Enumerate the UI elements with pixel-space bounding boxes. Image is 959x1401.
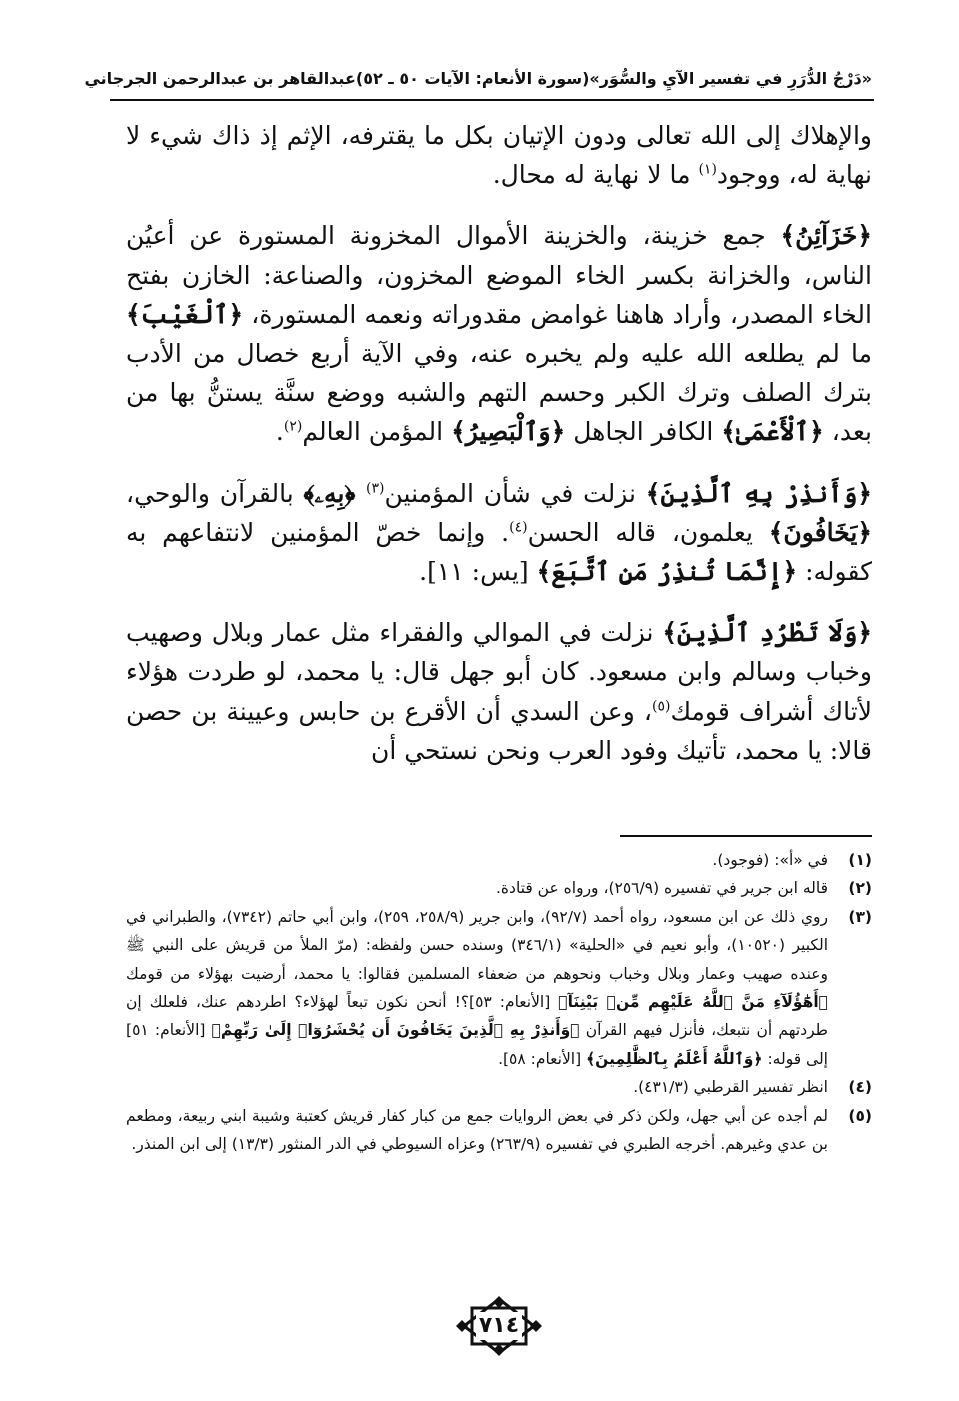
paragraph-3 (126, 474, 872, 592)
footnote-5 (126, 1102, 872, 1159)
text-run: [الأنعام: ٥٣]؟! أنحن نكون تبعاً لهؤلاء؟ اطردهم عنك، فلعلك إن طردتهم أن نتبعك، فأنزل فيهم القرآن (126, 993, 828, 1040)
footnote-text: قاله ابن جرير في تفسيره (٢٥٦/٩)، ورواه عن قتادة. (496, 879, 828, 898)
text-run: ، وعن السدي أن الأقرع بن حابس وعيينة بن حصن قالا: يا محمد، تأتيك وفود العرب ونحن نستحي أن (126, 696, 872, 765)
quran-quote: ﴿ٱلْغَيْبَ﴾ (126, 299, 244, 329)
header-section: (سورة الأنعام: الآيات ٥٠ ـ ٥٢) (355, 68, 590, 88)
text-run: ما لا نهاية له محال. (492, 160, 699, 190)
quran-quote: ﴿وَٱللَّهُ أَعْلَمُ بِٱلظَّٰلِمِينَ﴾ (586, 1049, 763, 1068)
quran-quote: ﴿يَخَافُونَ﴾ (768, 517, 872, 547)
footnote-ref-4: (٤) (509, 519, 528, 536)
quran-quote: ﴿وَٱلْبَصِيرُ﴾ (451, 417, 566, 447)
header-book-title: «دَرْجُ الدُّرَرِ في تفسير الآيِ والسُّوَر» (589, 68, 872, 88)
text-run: [الأنعام: ٥١] إلى قوله: (126, 1021, 828, 1068)
text-run: يعلمون، قاله الحسن (527, 517, 769, 547)
header-rule (110, 99, 874, 101)
footnote-2 (126, 874, 872, 902)
quran-quote: ﴿وَلَا تَطْرُدِ ٱلَّذِينَ﴾ (662, 618, 872, 648)
quran-quote: ﴿وَأَنذِرْ بِهِ ٱلَّذِينَ يَخَافُونَ أَن يُحْشَرُوٓا۟ إِلَىٰ رَبِّهِمْ﴾ (211, 1021, 580, 1040)
footnote-text: انظر تفسير القرطبي (٤٣١/٣). (633, 1078, 828, 1097)
paragraph-4 (126, 613, 872, 770)
text-run: المؤمن العالم (302, 417, 452, 447)
text-run: [يس: ١١]. (419, 557, 537, 587)
footnote-3 (126, 903, 872, 1073)
footnote-1 (126, 846, 872, 874)
footnote-ref-2: (٢) (283, 419, 303, 436)
text-run: والإهلاك إلى الله تعالى ودون الإتيان بكل ما يقترفه، الإثم إذ ذاك شيء لا نهاية له، ووجود (126, 121, 872, 190)
footnote-number: (٢) (848, 879, 872, 898)
footnotes (126, 846, 872, 1158)
paragraph-1 (126, 116, 872, 194)
text-run: بالقرآن والوحي، (126, 478, 304, 508)
text-run: جمع خزينة، والخزينة الأموال المخزونة المستورة عن أعيُن الناس، والخزانة بكسر الخاء الموضع المخزون، والصناعة: الخازن بفتح الخاء المصدر، وأراد هاهنا غوامض مقدوراته ونعمه المستورة، (126, 221, 872, 329)
footnote-number: (٥) (848, 1106, 872, 1125)
footnote-text: في «أ»: (فوجود). (712, 851, 828, 869)
quran-quote: ﴿أَهَٰٓؤُلَآءِ مَنَّ ٱللَّهُ عَلَيْهِم مِّنۢ بَيْنِنَآ﴾ (558, 993, 828, 1012)
page-number: ٧١٤ (478, 1313, 520, 1338)
footnote-rule (620, 835, 872, 837)
running-header (84, 58, 872, 98)
text-run: نزلت في الموالي والفقراء مثل عمار وبلال وصهيب وخباب وسالم وابن مسعود. كان أبو جهل قال: يا محمد، لو طردت هؤلاء لأتاك أشراف قومك (126, 618, 872, 726)
header-author: عبدالقاهر بن عبدالرحمن الجرجاني (84, 68, 356, 88)
quran-quote: ﴿بِهِۦ﴾ (303, 478, 367, 508)
footnote-text (126, 903, 828, 1073)
text-run: الكافر الجاهل (565, 417, 722, 447)
quran-quote: ﴿إِنَّمَا تُنذِرُ مَنِ ٱتَّبَعَ﴾ (536, 557, 798, 587)
quran-quote: ﴿خَزَآئِنُ﴾ (780, 221, 872, 251)
footnote-number: (١) (848, 851, 872, 869)
text-run: ما لم يطلعه الله عليه ولم يخبره عنه، وفي الآية أربع خصال من الأدب بترك الصلف وترك الكبر وحسم التهم والشبه ووضع سنَّة يستنُّ بها من بعد، (126, 339, 872, 447)
text-run: روي ذلك عن ابن مسعود، رواه أحمد (٩٢/٧)، وابن جرير (٢٥٨/٩، ٢٥٩)، وابن أبي حاتم (٧٣٤٢)، والطبراني في الكبير (١٠٥٢٠)، وأبو نعيم في «الحلية» (٣٤٦/١) وسنده حسن ولفظه: (مرّ الملأ من قريش على النبي ﷺ وعنده صهيب وعمار وبلال وخباب ونحوهم من ضعفاء المسلمين فقالوا: يا محمد، أرضيت بهؤلاء من قومك (126, 907, 828, 983)
footnote-ref-1: (١) (698, 161, 717, 178)
footnote-ref-5: (٥) (651, 698, 671, 715)
text-run: نزلت في شأن المؤمنين (384, 478, 646, 508)
text-run: [الأنعام: ٥٨]. (498, 1049, 587, 1068)
footnote-4 (126, 1073, 872, 1101)
footnote-number: (٤) (848, 1078, 872, 1097)
quran-quote: ﴿ٱلْأَعْمَىٰ﴾ (721, 417, 824, 447)
text-run: . (275, 417, 284, 447)
footnote-number: (٣) (848, 907, 872, 926)
paragraph-2 (126, 216, 872, 451)
main-text (126, 116, 872, 792)
footnote-ref-3: (٣) (366, 480, 385, 497)
quran-quote: ﴿وَأَنذِرْ بِهِ ٱلَّذِينَ﴾ (645, 478, 872, 508)
footnote-text: لم أجده عن أبي جهل، ولكن ذكر في بعض الروايات جمع من كبار كفار قريش كعتبة وشيبة ابني ربيعة، ومطعم بن عدي وغيرهم. أخرجه الطبري في تفسيره (٢٦٣/٩) وعزاه السيوطي في الدر المنثور (١٣/٣) إلى ابن المنذر. (126, 1106, 828, 1154)
text-run: . وإنما خصّ المؤمنين لانتفاعهم به كقوله: (126, 517, 872, 587)
